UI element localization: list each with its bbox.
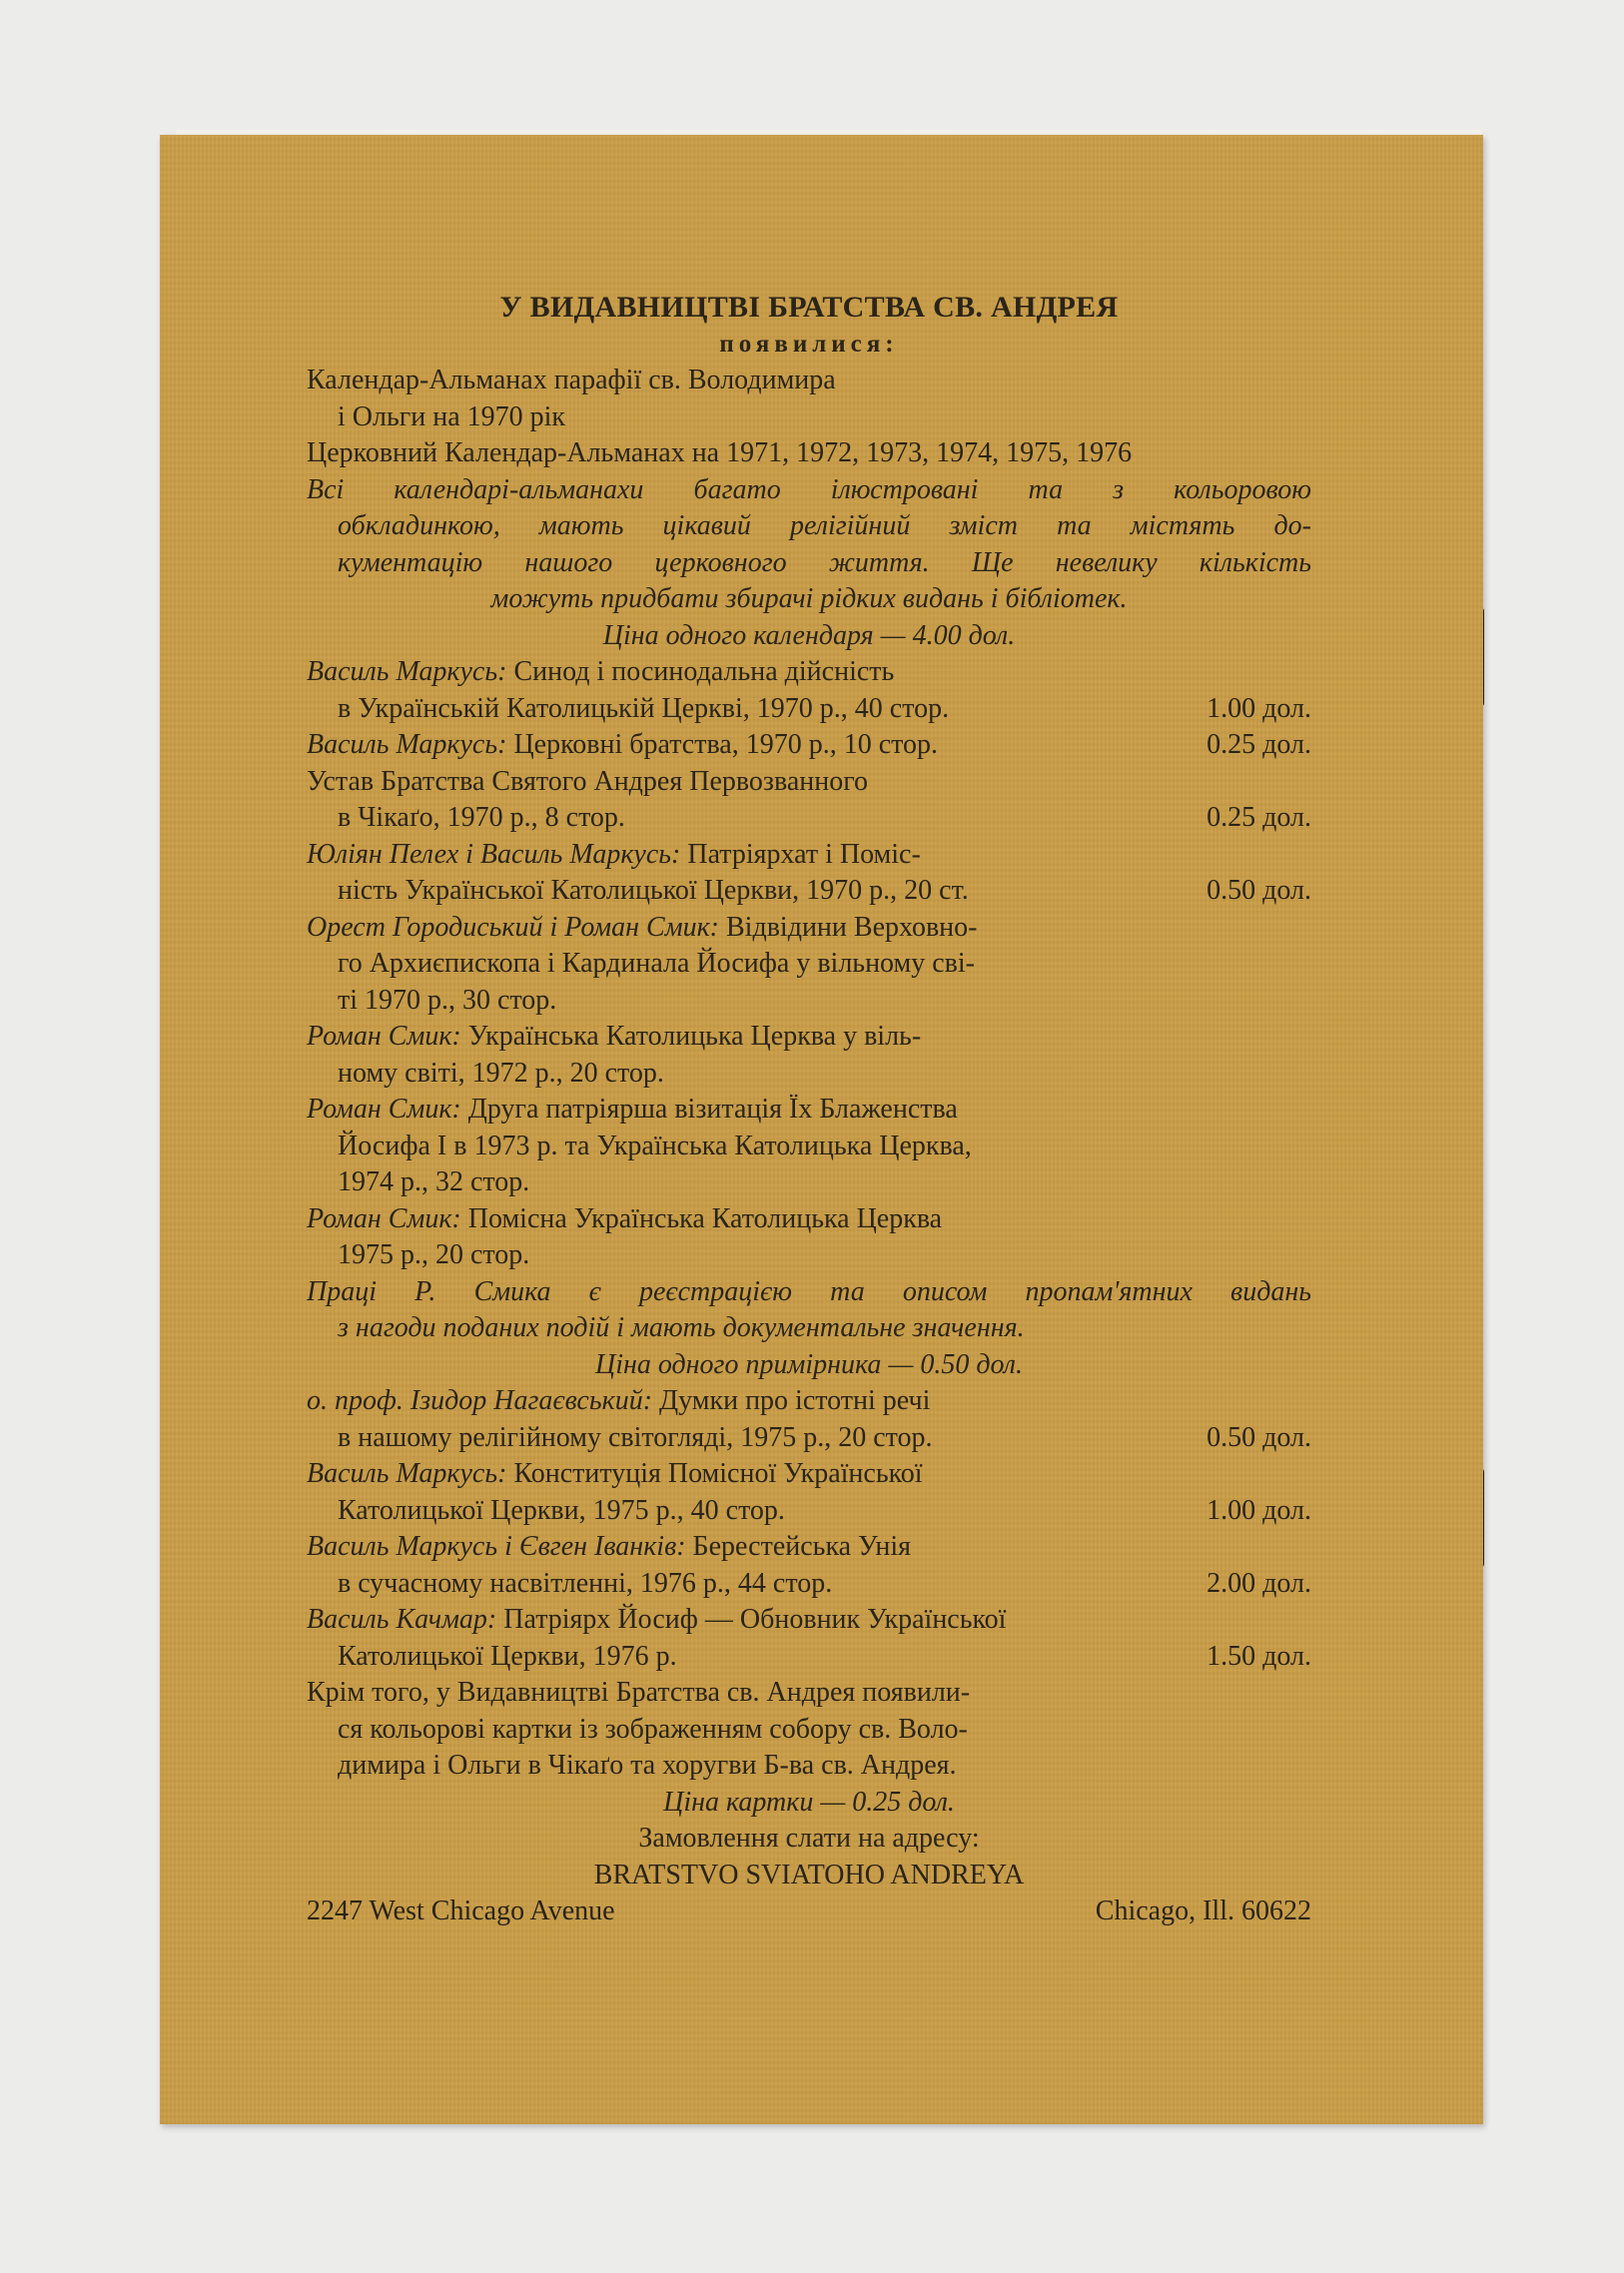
calendars-note-line3: кументацію нашого церковного життя. Ще невелику кількість [338, 546, 1311, 578]
entry-visit-line3: ті 1970 р., 30 стор. [338, 984, 557, 1016]
entry-free-world [307, 1019, 1311, 1056]
entry-constitution-line2 [307, 1493, 1311, 1530]
calendars-note-line2: обкладинкою, мають цікавий релігійний зміст та містять до- [338, 510, 1311, 541]
details: в сучасному насвітленні, 1976 р., 44 стор. [338, 1567, 833, 1599]
author: о. проф. Ізидор Нагаєвський: [307, 1385, 653, 1416]
entry-union [307, 1529, 1311, 1566]
entry-union-line2 [307, 1566, 1311, 1603]
author: Василь Качмар: [307, 1604, 497, 1635]
order-organization: BRATSTVO SVIATOHO ANDREYA [593, 1859, 1025, 1891]
entry-calendar-1970-line2: і Ольги на 1970 рік [338, 400, 566, 432]
entry-calendar-1970-line1: Календар-Альманах парафії св. Володимира [307, 365, 836, 395]
entry-thoughts-line2 [307, 1420, 1311, 1457]
author: Роман Смик: [307, 1021, 461, 1052]
title: Конституція Помісної Української [506, 1458, 923, 1489]
entry-particular-church-line2: 1975 р., 20 стор. [338, 1239, 530, 1270]
entry-visit [307, 910, 1311, 947]
author: Василь Маркусь і Євген Іванків: [307, 1531, 686, 1562]
price: 1.00 дол. [1207, 1494, 1311, 1526]
details: в Чікаґо, 1970 р., 8 стор. [338, 802, 625, 833]
smyk-note-line1: Праці Р. Смика є реєстрацією та описом пропам'ятних видань [307, 1275, 1311, 1307]
smyk-note-line2: з нагоди поданих подій і мають документальне значення. [338, 1312, 1025, 1343]
entry-synod-line2 [307, 691, 1311, 728]
details: в нашому релігійному світогляді, 1975 р., 20 стор. [338, 1421, 933, 1453]
entry-visitation [307, 1092, 1311, 1129]
city-address: Chicago, Ill. 60622 [1095, 1895, 1311, 1926]
author: Роман Смик: [307, 1094, 461, 1125]
subheading: появилися: [719, 330, 899, 358]
publications-list [307, 290, 1311, 1930]
entry-synod [307, 654, 1311, 691]
title: Берестейська Унія [685, 1531, 912, 1562]
entry-particular-church [307, 1201, 1311, 1238]
order-address [307, 1894, 1311, 1930]
entry-statute-line2 [307, 800, 1311, 837]
heading: У ВИДАВНИЦТВІ БРАТСТВА СВ. АНДРЕЯ [499, 291, 1119, 324]
author: Василь Маркусь: [307, 729, 507, 760]
entry-patriarchate [307, 837, 1311, 874]
title: Патріярх Йосиф — Обновник Української [496, 1604, 1007, 1635]
author: Василь Маркусь: [307, 1458, 507, 1489]
author: Роман Смик: [307, 1202, 461, 1234]
price: 0.50 дол. [1207, 875, 1311, 906]
booklet-back-cover [160, 135, 1483, 2124]
closing-line3: димира і Ольги в Чікаґо та хоругви Б-ва св. Андрея. [338, 1750, 957, 1781]
cards-price: Ціна картки — 0.25 дол. [663, 1786, 955, 1818]
details: ність Української Католицької Церкви, 1970 р., 20 ст. [338, 875, 969, 906]
entry-calendars-1971-1976: Церковний Календар-Альманах на 1971, 1972, 1973, 1974, 1975, 1976 [307, 437, 1133, 468]
street-address: 2247 West Chicago Avenue [307, 1895, 615, 1926]
price: 1.00 дол. [1207, 692, 1311, 724]
title: Помісна Українська Католицька Церква [460, 1202, 943, 1234]
calendars-note-line1: Всі календарі-альманахи багато ілюстровані та з кольоровою [307, 473, 1311, 505]
closing-line1: Крім того, у Видавництві Братства св. Андрея появили- [307, 1677, 971, 1708]
title: Думки про істотні речі [652, 1385, 931, 1416]
smyk-price: Ціна одного примірника — 0.50 дол. [594, 1348, 1023, 1380]
author: Орест Городиський і Роман Смик: [307, 911, 719, 943]
closing-line2: ся кольорові картки із зображенням собору св. Воло- [338, 1713, 968, 1745]
entry-patriarchate-line2 [307, 873, 1311, 910]
entry-patriarch-josyf-line2 [307, 1639, 1311, 1676]
details: Католицької Церкви, 1976 р. [338, 1640, 677, 1672]
title: Українська Католицька Церква у віль- [460, 1021, 922, 1052]
price: 0.25 дол. [1207, 729, 1311, 760]
price: 0.25 дол. [1207, 802, 1311, 833]
entry-constitution [307, 1456, 1311, 1493]
entry-visitation-line3: 1974 р., 32 стор. [338, 1166, 530, 1197]
entry-patriarch-josyf [307, 1602, 1311, 1639]
entry-brotherhoods [307, 727, 1311, 764]
calendars-note-line4: можуть придбати збирачі рідких видань і бібліотек. [490, 583, 1128, 614]
title: Синод і посинодальна дійсність [506, 656, 895, 687]
title: Друга патріярша візитація Їх Блаженства [460, 1094, 958, 1125]
order-label: Замовлення слати на адресу: [638, 1823, 980, 1854]
details: в Українській Католицькій Церкві, 1970 р., 40 стор. [338, 692, 950, 724]
price: 2.00 дол. [1207, 1567, 1311, 1599]
price: 0.50 дол. [1207, 1421, 1311, 1453]
entry-statute-line1: Устав Братства Святого Андрея Первозванного [307, 765, 869, 797]
calendars-price: Ціна одного календаря — 4.00 дол. [602, 619, 1016, 651]
title: Відвідини Верховно- [719, 911, 978, 943]
entry-free-world-line2: ному світі, 1972 р., 20 стор. [338, 1057, 664, 1089]
title: Церковні братства, 1970 р., 10 стор. [506, 729, 939, 760]
entry-thoughts [307, 1383, 1311, 1420]
entry-visit-line2: го Архиєпископа і Кардинала Йосифа у вільному сві- [338, 948, 975, 979]
title: Патріярхат і Поміс- [680, 838, 921, 870]
entry-visitation-line2: Йосифа І в 1973 р. та Українська Католицька Церква, [338, 1130, 972, 1161]
author: Юліян Пелех і Василь Маркусь: [307, 838, 681, 870]
details: Католицької Церкви, 1975 р., 40 стор. [338, 1494, 785, 1526]
author: Василь Маркусь: [307, 656, 507, 687]
price: 1.50 дол. [1207, 1640, 1311, 1672]
